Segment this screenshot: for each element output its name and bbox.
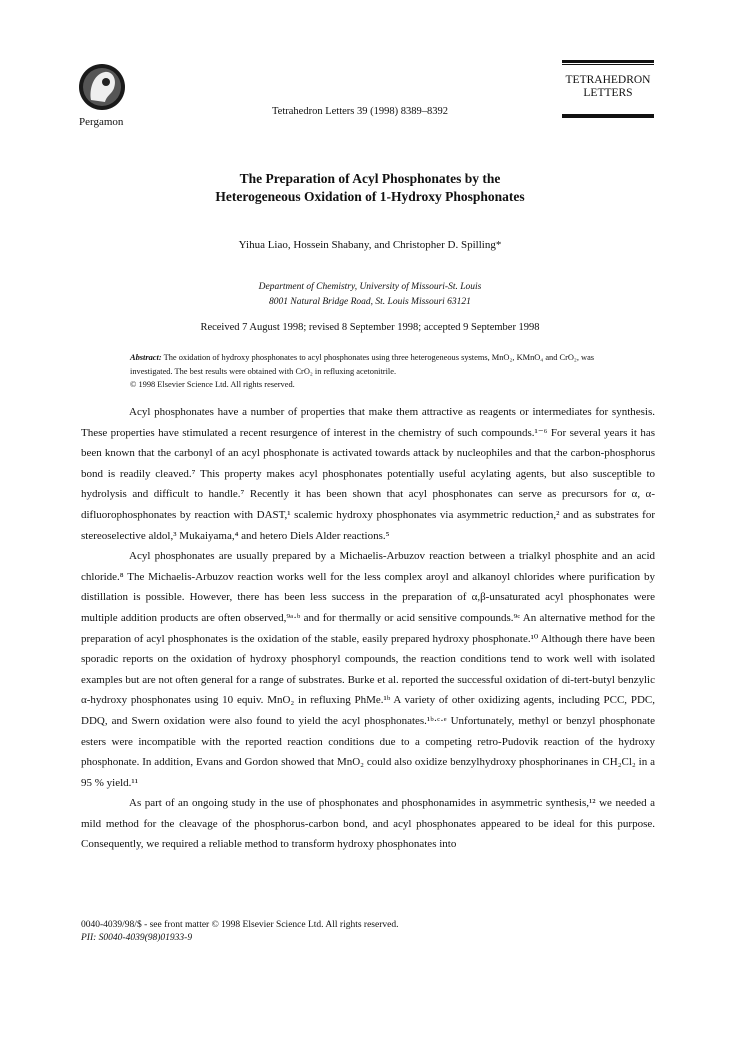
journal-brand bbox=[562, 60, 654, 118]
brand-line2: LETTERS bbox=[583, 87, 633, 99]
publisher-logo bbox=[77, 62, 127, 116]
body-text bbox=[81, 402, 655, 855]
brand-line1: TETRAHEDRON bbox=[565, 74, 651, 86]
title-line2: Heterogeneous Oxidation of 1-Hydroxy Phosphonates bbox=[215, 189, 525, 204]
publisher-name: Pergamon bbox=[79, 116, 124, 128]
body-paragraph: As part of an ongoing study in the use of phosphonates and phosphonamides in asymmetric synthesis,¹² we needed a mild method for the cleavage of the phosphorus-carbon bond, and acyl phosphonates appeared to be ideal for this purpose. Consequently, we required a reliable method to transform hydroxy phosphonates into bbox=[81, 797, 655, 851]
paper-title bbox=[150, 170, 590, 206]
affiliation-line1: Department of Chemistry, University of Missouri-St. Louis bbox=[258, 282, 482, 292]
footer-copyright: 0040-4039/98/$ - see front matter © 1998 Elsevier Science Ltd. All rights reserved. bbox=[81, 920, 399, 930]
affiliation bbox=[150, 280, 590, 310]
abstract bbox=[130, 351, 630, 392]
affiliation-line2: 8001 Natural Bridge Road, St. Louis Missouri 63121 bbox=[269, 297, 471, 307]
footer bbox=[81, 919, 398, 945]
brand-rule-top-thin bbox=[562, 64, 654, 65]
brand-rule-top bbox=[562, 60, 654, 63]
abstract-text: The oxidation of hydroxy phosphonates to acyl phosphonates using three heterogeneous systems, MnO₂, KMnO₄ and CrO₂, was investigated. The best results were obtained with CrO₂ in refluxing acetonitrile. bbox=[130, 353, 595, 376]
authors: Yihua Liao, Hossein Shabany, and Christopher D. Spilling* bbox=[238, 239, 502, 251]
journal-reference: Tetrahedron Letters 39 (1998) 8389–8392 bbox=[272, 106, 448, 117]
body-paragraph: Acyl phosphonates have a number of properties that make them attractive as reagents or intermediates for synthesis. These properties have stimulated a recent resurgence of interest in the chemistry of such compounds.¹⁻⁶ For several years it has been known that the carbonyl of an acyl phosphonate is activated towards attack by nucleophiles and that the carbon-phosphorus bond is readily cleaved.⁷ This property makes acyl phosphonates potentially useful acylating agents, but also susceptible to hydrolysis and difficult to handle.⁷ Recently it has been shown that acyl phosphonates can serve as precursors for α, α-difluorophosphonates by reaction with DAST,¹ scalemic hydroxy phosphonates via asymmetric reduction,² and as substrates for stereoselective aldol,³ Mukaiyama,⁴ and hetero Diels Alder reactions.⁵ bbox=[81, 406, 655, 542]
body-paragraph: Acyl phosphonates are usually prepared by a Michaelis-Arbuzov reaction between a trialkyl phosphite and an acid chloride.⁸ The Michaelis-Arbuzov reaction works well for the less complex aroyl and alkanoyl chlorides where purification by distillation is possible. However, there has been less success in the preparation of α,β-unsaturated acyl phosphonates were multiple addition products are often observed,⁹ᵃ·ᵇ and for thermally or acid sensitive compounds.⁹ᶜ An alternative method for the preparation of acyl phosphonates is the oxidation of the stable, easily prepared hydroxy phosphonate.¹⁰ Although there have been sporadic reports on the oxidation of hydroxy phosphoryl compounds, the reaction conditions tend to work well with isolated examples but are not often general for a range of substrates. Burke et al. reported the successful oxidation of di-tert-butyl benzylic α-hydroxy phosphonates using 10 equiv. MnO₂ in refluxing PhMe.¹ᵇ A variety of other oxidizing agents, including PCC, PDC, DDQ, and Swern oxidation were also found to yield the acyl phosphonates.¹ᵇ·ᶜ·ᵉ Unfortunately, methyl or benzyl phosphonate esters were incompatible with the reported reaction conditions due to a competing retro-Pudovik reaction of the hydroxy phosphonate. In addition, Evans and Gordon showed that MnO₂ could also oxidize benzylhydroxy phosphorinanes in CH₂Cl₂ in a 95 % yield.¹¹ bbox=[81, 550, 655, 789]
brand-rule-bottom bbox=[562, 115, 654, 118]
received-dates: Received 7 August 1998; revised 8 September 1998; accepted 9 September 1998 bbox=[200, 322, 540, 333]
title-line1: The Preparation of Acyl Phosphonates by the bbox=[239, 171, 501, 186]
footer-pii: PII: S0040-4039(98)01933-9 bbox=[81, 933, 193, 943]
abstract-copyright: © 1998 Elsevier Science Ltd. All rights reserved. bbox=[130, 380, 295, 389]
abstract-label: Abstract: bbox=[130, 353, 162, 362]
